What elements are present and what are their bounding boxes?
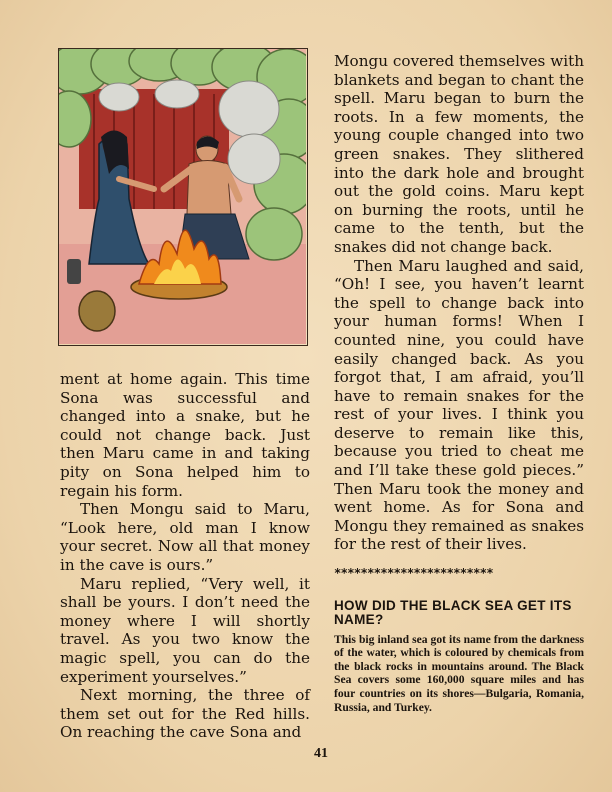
star-separator: ************************: [334, 566, 493, 581]
paragraph: Then Mongu said to Maru, “Look here, old man I know your secret. Now all that money in the cave is ours.”: [60, 500, 310, 574]
paragraph: Next morning, the three of them set out for the Red hills. On reaching the cave Sona and: [60, 686, 310, 742]
right-text-column: [334, 52, 584, 714]
fact-box-text: This big inland sea got its name from the darkness of the water, which is coloured by chemicals from the black rocks in mountains around. The Black Sea covers some 160,000 square miles and has four countries on its shores—Bulgaria, Romania, Russia, and Turkey.: [334, 632, 584, 714]
cave-scene-illustration: [58, 48, 308, 346]
page-number: 41: [314, 746, 328, 761]
illustration-svg: [59, 49, 306, 344]
paragraph: ment at home again. This time Sona was successful and changed into a snake, but he could not change back. Just then Maru came in and taking pity on Sona helped him to regain his form.: [60, 370, 310, 500]
paragraph: Mongu covered themselves with blankets and began to chant the spell. Maru began to burn the roots. In a few moments, the young couple changed into two green snakes. They slithered into the dark hole and brought out the gold coins. Maru kept on burning the roots, until he came to the tenth, but the snakes did not change back.: [334, 52, 584, 256]
paragraph: Then Maru laughed and said, “Oh! I see, you haven’t learnt the spell to change back into your human forms! When I counted nine, you could have easily changed back. As you forgot that, I am afraid, you’ll have to remain snakes for the rest of your lives. I think you deserve to remain like this, because you tried to cheat me and I’ll take these gold pieces.” Then Maru took the money and went home. As for Sona and Mongu they remained as snakes for the rest of their lives.: [334, 256, 584, 554]
left-text-column: [60, 370, 310, 742]
paragraph: Maru replied, “Very well, it shall be yours. I don’t need the money where I will shortly travel. As you two know the magic spell, you can do the experiment yourselves.”: [60, 574, 310, 686]
fact-box-heading: HOW DID THE BLACK SEA GET ITS NAME?: [334, 597, 572, 627]
